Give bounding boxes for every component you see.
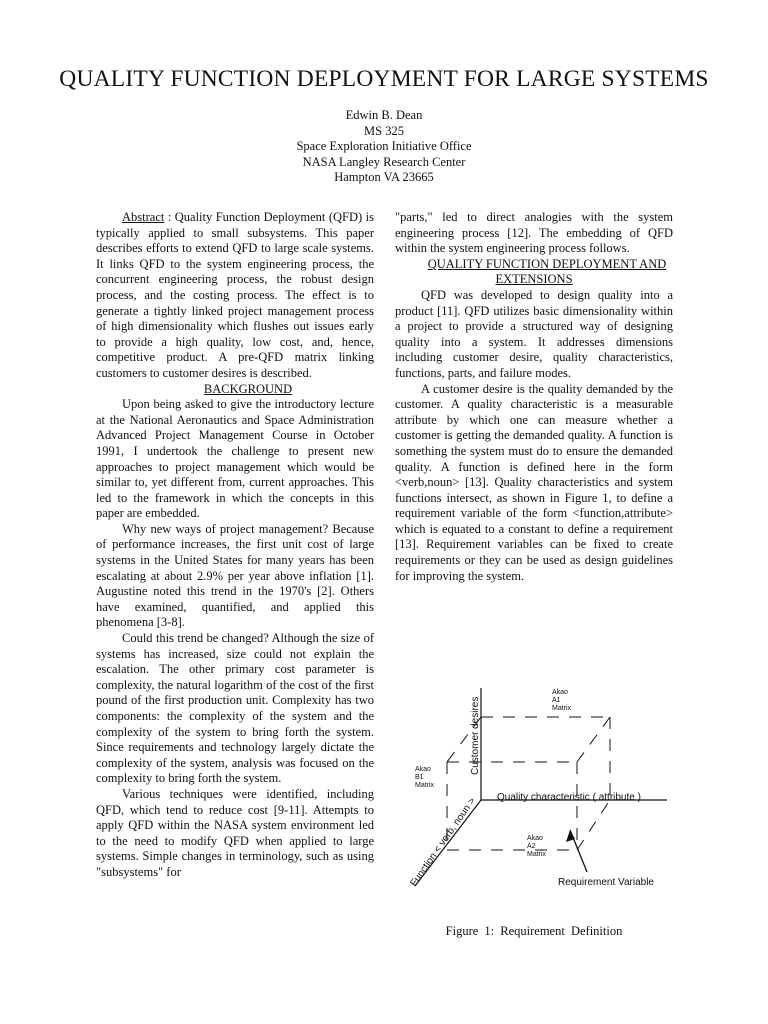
figure-1	[405, 682, 675, 897]
function-label: Function < verb, noun >	[408, 795, 479, 889]
figure-caption: Figure 1: Requirement Definition	[445, 924, 623, 938]
author-office: Space Exploration Initiative Office	[296, 139, 472, 153]
abstract-paragraph	[96, 210, 374, 382]
abstract-label: Abstract	[122, 210, 165, 224]
continuation-paragraph: "parts," led to direct analogies with the system engineering process [12]. The embedding of QFD within the system engineering process follows.	[395, 210, 673, 256]
background-paragraph-2: Why new ways of project management? Because of performance increases, the first unit cost of large systems in the United States for many years has been escalating at about 2.9% per year above inflation [1]. Augustine noted this trend in the 1970's [2]. Others have examined, quantified, and applied this phenomena [3-8].	[96, 521, 374, 630]
background-paragraph-1: Upon being asked to give the introductory lecture at the National Aeronautics and Space Administration Advanced Project Management Course in October 1991, I undertook the challenge to present new approaches to project management which would be similar to, yet different from, current approaches. This led to the framework in which the concepts in this paper are embedded.	[96, 397, 374, 521]
svg-text:B1: B1	[415, 774, 424, 781]
svg-text:Matrix: Matrix	[527, 851, 547, 858]
requirement-variable-label: Requirement Variable	[558, 877, 654, 888]
author-address: Hampton VA 23665	[334, 170, 434, 184]
right-column	[395, 210, 673, 584]
background-heading: BACKGROUND	[203, 381, 293, 396]
qfd-paragraph-1: QFD was developed to design quality into a product [11]. QFD utilizes basic dimensionality within a project to provide a structured way of designing quality into a system. It addresses dimensions including customer desire, quality characteristics, functions, parts, and failure modes.	[395, 287, 673, 380]
svg-text:Akao: Akao	[527, 835, 543, 842]
left-column	[96, 210, 374, 881]
requirement-definition-diagram	[405, 682, 675, 897]
abstract-text: : Quality Function Deployment (QFD) is typically applied to small subsystems. This paper describes efforts to extend QFD to large scale systems. It links QFD to the system engineering process, the concurrent engineering process, the robust design process, and the costing process. The effect is to generate a tightly linked project management process of high dimensionality which flushes out issues early to provide a high quality, low cost, and, hence, competitive product. A pre-QFD matrix linking customers to customer desires is described.	[96, 210, 374, 380]
qfd-heading	[395, 257, 673, 288]
author-center: NASA Langley Research Center	[302, 154, 466, 169]
akao-b1-label	[415, 766, 435, 789]
svg-text:A2: A2	[527, 843, 536, 850]
quality-characteristic-label: Quality characteristic ( attribute )	[497, 792, 641, 803]
svg-text:Matrix: Matrix	[415, 782, 435, 789]
background-paragraph-3: Could this trend be changed? Although the size of systems has increased, size could not explain the escalation. The other primary cost parameter is complexity, the natural logarithm of the cost of the first pound of the first production unit. Complexity has two components: the complexity of the system and the complexity of the system to bring forth the system. Since requirements and technology largely dictate the complexity of the system, analysis was focused on the complexity to bring forth the system.	[96, 631, 374, 786]
author-name: Edwin B. Dean	[345, 108, 423, 122]
author-block	[0, 108, 768, 186]
svg-text:A1: A1	[552, 697, 561, 704]
author-mail-stop: MS 325	[364, 123, 404, 138]
svg-text:Akao: Akao	[415, 766, 431, 773]
customer-desires-label: Customer desires	[470, 696, 481, 775]
background-paragraph-4: Various techniques were identified, including QFD, which tend to reduce cost [9-11]. Attempts to apply QFD within the NASA system environment led to the need to modify QFD when applied to large systems. Simple changes in terminology, such as using "subsystems" for	[96, 786, 374, 879]
svg-text:Matrix: Matrix	[552, 705, 572, 712]
qfd-heading-line-1: QUALITY FUNCTION DEPLOYMENT AND	[427, 256, 667, 271]
qfd-paragraph-2: A customer desire is the quality demanded by the customer. A quality characteristic is a measurable attribute by which one can measure whether a customer is getting the demanded quality. A function is something the system must do to ensure the demanded quality. A function is defined here in the form <verb,noun> [13]. Quality characteristics and system functions intersect, as shown in Figure 1, to define a requirement variable of the form <function,attribute> which is equated to a constant to define a requirement [13]. Requirement variables can be fixed to create requirements or they can be used as design guidelines for improving the system.	[395, 381, 673, 583]
akao-a1-label	[552, 689, 572, 712]
paper-title: QUALITY FUNCTION DEPLOYMENT FOR LARGE SYSTEMS	[59, 66, 709, 92]
akao-a2-label	[527, 835, 547, 858]
qfd-heading-line-2: EXTENSIONS	[495, 272, 573, 287]
svg-text:Akao: Akao	[552, 689, 568, 696]
